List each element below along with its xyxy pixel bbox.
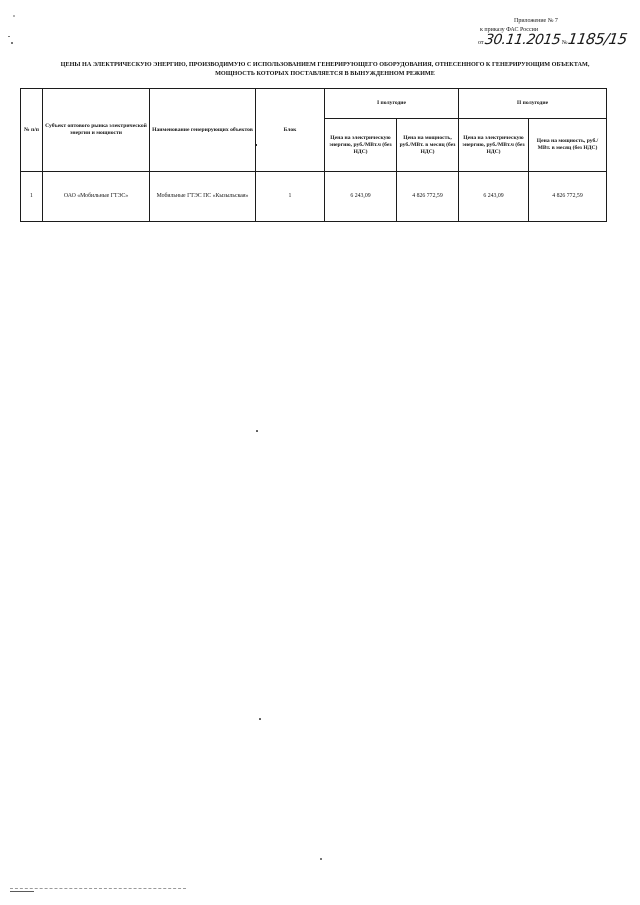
scan-speck [8,36,10,37]
header-h1-energy-price: Цена на электрическую энергию, руб./МВт.ч (без НДС) [325,119,397,172]
row-h1-energy-price: 6 243,09 [325,172,397,222]
scan-speck [13,15,15,17]
row-num: 1 [21,172,43,222]
scan-speck [256,430,258,432]
row-h2-energy-price: 6 243,09 [459,172,529,222]
header-block: Блок [256,89,325,172]
header-h2-energy-price: Цена на электрическую энергию, руб./МВт.ч (без НДС) [459,119,529,172]
number-prefix: № [561,40,568,46]
footer-mark [10,891,34,892]
order-date-number [478,30,629,48]
scan-speck [259,718,261,720]
row-h1-capacity-price: 4 826 772,59 [397,172,459,222]
scan-speck [320,858,322,860]
scan-mark [256,144,257,146]
footer-rule [10,888,186,889]
scan-speck [11,42,13,44]
date-prefix: от [478,40,484,46]
header-half-1: I полугодие [325,89,459,119]
price-table [20,88,607,222]
header-h1-capacity-price: Цена на мощность, руб./МВт. в месяц (без НДС) [397,119,459,172]
appendix-header [478,17,628,48]
appendix-label: Приложение № 7 [514,18,558,24]
order-reference: к приказу ФАС России [480,26,539,33]
document-title-line-1: ЦЕНЫ НА ЭЛЕКТРИЧЕСКУЮ ЭНЕРГИЮ, ПРОИЗВОДИМУЮ С ИСПОЛЬЗОВАНИЕМ ГЕНЕРИРУЮЩЕГО ОБОРУДОВАНИЯ, ОТНЕСЕННОГО К ГЕНЕРИРУЮЩИМ ОБЪЕКТАМ, [60,61,590,68]
handwritten-date: 30.11.2015 [483,32,561,48]
header-objects: Наименование генерирующих объектов [150,89,256,172]
document-title [20,61,630,78]
row-object: Мобильные ГТЭС ПС «Кызыльская» [150,172,256,222]
header-half-2: II полугодие [459,89,607,119]
handwritten-order-number: 1185/15 [567,30,629,48]
header-subject: Субъект оптового рынка электрической энергии и мощности [43,89,150,172]
header-num: № п/п [21,89,43,172]
row-block: 1 [256,172,325,222]
row-h2-capacity-price: 4 826 772,59 [529,172,607,222]
table-row [21,172,607,222]
row-subject: ОАО «Мобильные ГТЭС» [43,172,150,222]
header-h2-capacity-price: Цена на мощность, руб./МВт. в месяц (без НДС) [529,119,607,172]
document-title-line-2: МОЩНОСТЬ КОТОРЫХ ПОСТАВЛЯЕТСЯ В ВЫНУЖДЕННОМ РЕЖИМЕ [215,69,435,77]
